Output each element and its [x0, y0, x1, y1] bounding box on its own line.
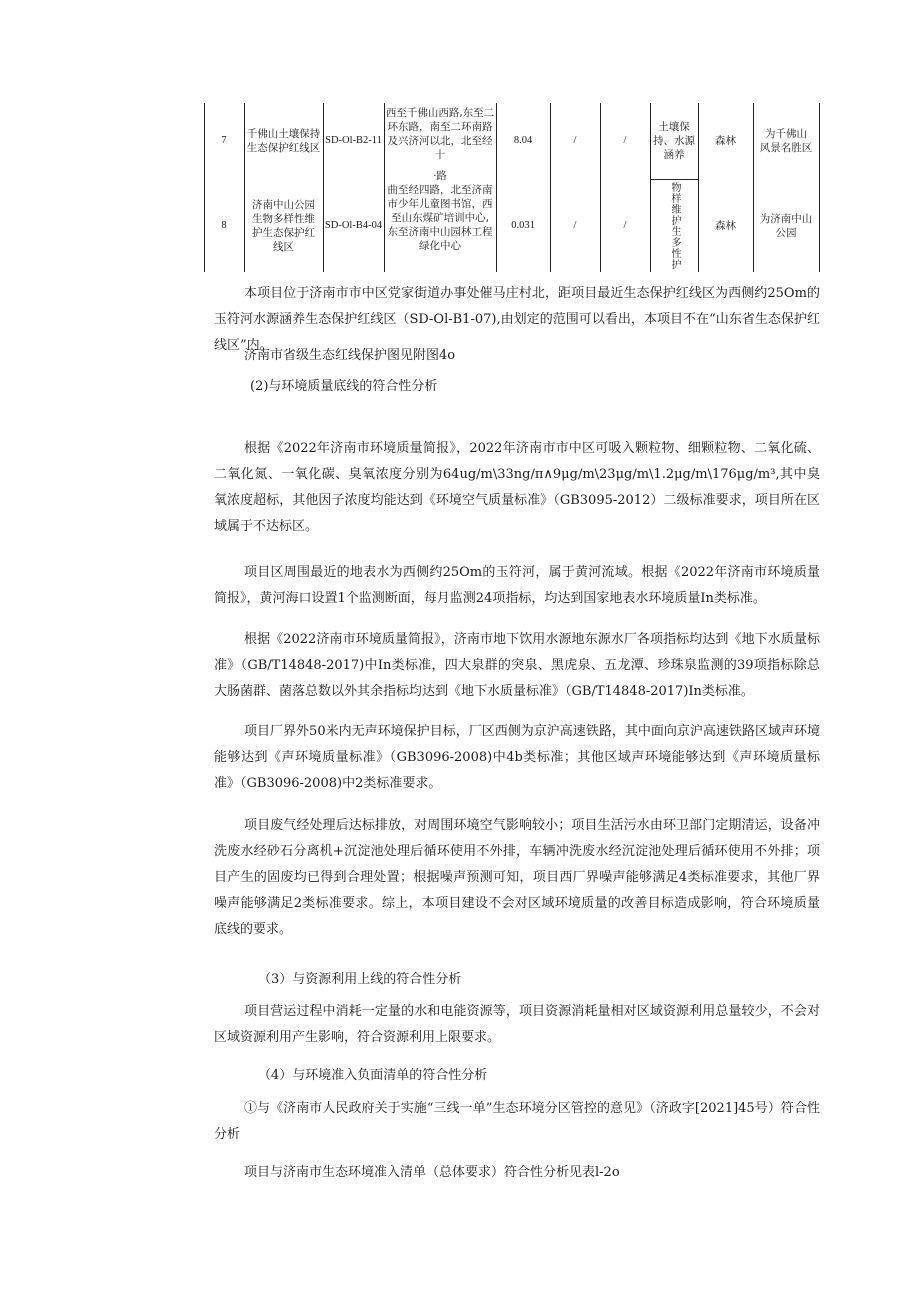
row-8-zone-name: 济南中山公园 生物多样性维 护生态保护红 线区: [252, 198, 315, 253]
row-8-function: 物样维护生多性护: [669, 181, 680, 270]
row-7-area: 8.04: [513, 135, 533, 146]
section-heading-2: (2)与环境质量底线的符合性分析: [250, 379, 438, 394]
row-8-col6: /: [623, 219, 627, 231]
row-8-area: 0.031: [511, 219, 535, 231]
row-7-code: SD-Ol-B2-11: [325, 135, 382, 146]
row-8-code: SD-Ol-B4-04: [324, 219, 383, 231]
row-7-col6: /: [623, 135, 627, 146]
row-8-number: 8: [221, 219, 227, 231]
section-heading-3: （3）与资源利用上线的符合性分析: [258, 972, 462, 987]
paragraph-surface-water: 项目区周围最近的地表水为西侧约25Om的玉符河，属于黄河流域。根据《2022年济南市环境质量简报》，黄河海口设置1个监测断面，每月监测24项指标，均达到国家地表水环境质量In类标准。: [214, 565, 820, 606]
row-8-note: 为济南中山 公园: [759, 212, 813, 239]
paragraph-air-quality: 根据《2022年济南市环境质量简报》，2022年济南市市中区可吸入颗粒物、细颗粒物、二氧化硫、二氧化氮、一氧化碳、臭氧浓度分别为64ug/m\33ng/π∧9μg/m\23μg/m\1.2μg/m\176μg/m³,其中臭氧浓度超标，其他因子浓度均能达到《环境空气质量标准》（GB3095-2012）二级标准要求，项目所在区域属于不达标区。: [214, 441, 820, 534]
row-7-note: 为千佛山 风景名胜区: [759, 128, 813, 154]
paragraph-resource-use: 项目营运过程中消耗一定量的水和电能资源等，项目资源消耗量相对区域资源利用总量较少，不会对区域资源利用产生影响，符合资源利用上限要求。: [214, 1004, 820, 1045]
paragraph-groundwater: 根据《2022济南市环境质量简报》，济南市地下饮用水源地东源水厂各项指标均达到《地下水质量标准》（GB/T14848-2017)中In类标准，四大泉群的突泉、黑虎泉、五龙潭、珍珠泉监测的39项指标除总大肠菌群、菌落总数以外其余指标均达到《地下水质量标准》（GB/T14848-2017)In类标准。: [214, 632, 820, 699]
row-8-scope: ·路 曲至经四路，北至济南 市少年儿童图书馆，西 至山东煤矿培训中心, 东至济南中山园林工程 绿化中心: [387, 170, 493, 252]
paragraph-three-lines-one-list: ①与《济南市人民政府关于实施“三线一单”生态环境分区管控的意见》（济政字[2021]45号）符合性分析: [214, 1101, 820, 1142]
paragraph-acoustic: 项目厂界外50米内无声环境保护目标，厂区西侧为京沪高速铁路，其中面向京沪高速铁路区域声环境能够达到《声环境质量标准》（GB3096-2008)中4b类标准；其他区域声环境能够达到《声环境质量标准》（GB3096-2008)中2类标准要求。: [214, 724, 820, 791]
row-7-type: 森林: [715, 135, 736, 147]
paragraph-redline-location: 本项目位于济南市市中区党家街道办事处催马庄村北，距项目最近生态保护红线区为西侧约25Om的玉符河水源涵养生态保护红线区（SD-Ol-B1-07),由划定的范围可以看出，本项目不在“山东省生态保护红线区”内。: [214, 286, 820, 353]
row-8-type: 森林: [715, 219, 736, 232]
row-7-number: 7: [221, 135, 227, 146]
row-7-zone-name: 千佛山土壤保持 生态保护红线区: [246, 128, 321, 154]
paragraph-impact-summary: 项目废气经处理后达标排放，对周围环境空气影响较小；项目生活污水由环卫部门定期清运，设备冲洗废水经砂石分离机+沉淀池处理后循环使用不外排，车辆冲洗废水经沉淀池处理后循环使用不外排；项目产生的固废均已得到合理处置；根据噪声预测可知，项目西厂界噪声能够满足4类标准要求，其他厂界噪声能够满足2类标准要求。综上，本项目建设不会对区域环境质量的改善目标造成影响，符合环境质量底线的要求。: [214, 818, 820, 937]
row-8-col5: /: [573, 219, 577, 231]
ecological-redline-table: [204, 103, 820, 272]
row-7-col5: /: [573, 135, 577, 146]
paragraph-attached-map: 济南市省级生态红线保护图见附图4o: [244, 348, 456, 363]
section-heading-4: （4）与环境准入负面清单的符合性分析: [258, 1068, 488, 1083]
row-7-scope: 西至千佛山西路,东至二 环东路，南至二环南路 及兴济河以北，北至经 十: [385, 107, 495, 161]
row-7-function: 土壤保 持、水源 涵养: [653, 121, 695, 161]
paragraph-table-reference: 项目与济南市生态环境准入清单（总体要求）符合性分析见表l-2o: [244, 1165, 620, 1180]
